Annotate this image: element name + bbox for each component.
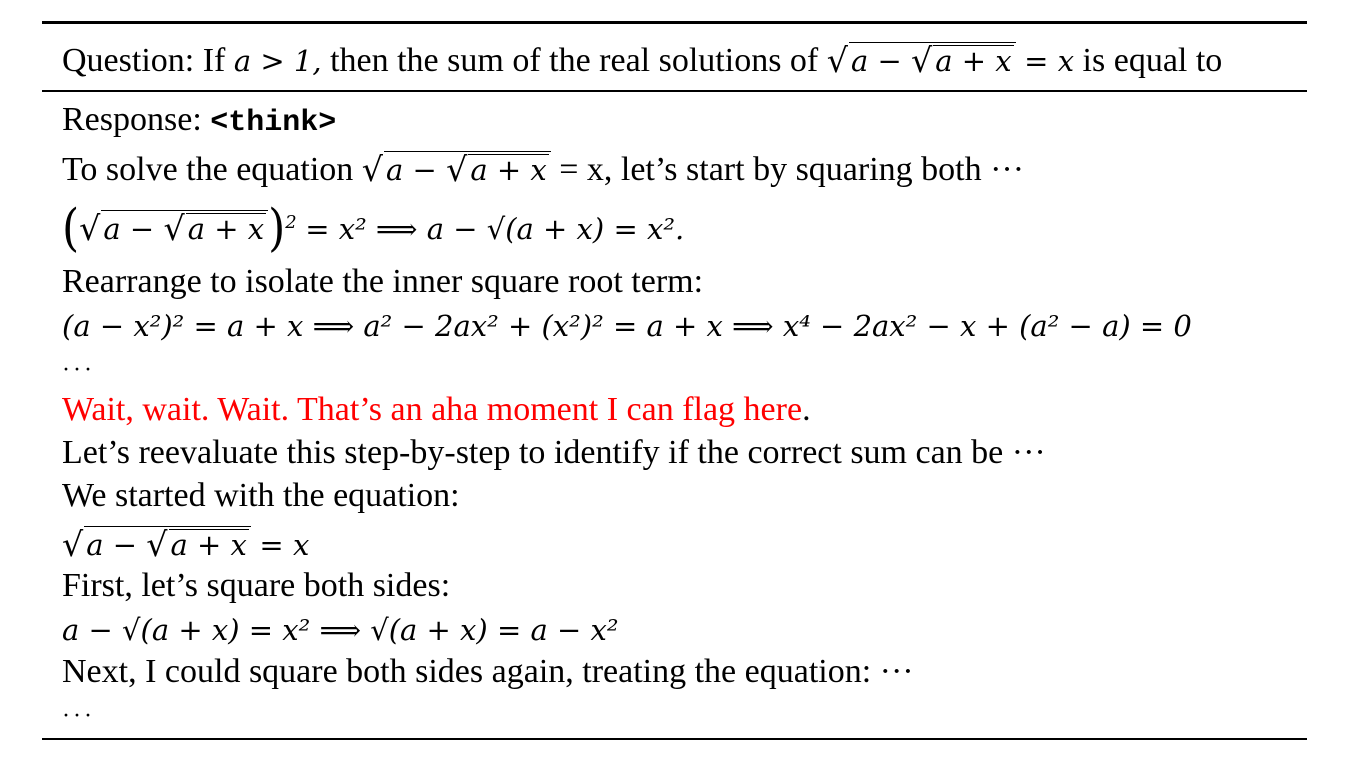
solve-text: To solve the equation [62,151,354,188]
question-suffix: is equal to [1082,42,1223,79]
ellipsis-1: ··· [62,357,95,383]
squared-lhs: (√ a − √ a + x)$^2$ [62,199,297,258]
next-line: Next, I could square both sides again, treating the equation: ··· [62,653,914,690]
question-condition: a > 1, [233,44,322,78]
response-label-line [62,100,336,143]
equation-lhs: √ a − √ a + x [62,528,251,562]
square-both-line: First, let’s square both sides: [62,567,451,604]
squared-rhs: = x² ⟹ a − √(a + x) = x². [305,212,685,246]
reevaluate-line: Let’s reevaluate this step-by-step to identify if the correct sum can be ··· [62,434,1046,471]
aha-period: . [802,391,811,428]
bottom-rule [42,738,1307,740]
solve-equation: √ a − √ a + x [362,153,551,187]
aha-line [62,390,811,430]
solve-tail: = x, let’s start by squaring both ··· [559,151,1025,188]
question-text: then the sum of the real solutions of [330,42,819,79]
rearrange-line: Rearrange to isolate the inner square root term: [62,263,704,300]
ellipsis-2: ··· [62,703,95,729]
think-tag: <think> [210,106,337,140]
squared-line [62,199,685,258]
equation-rhs: = x [259,528,310,562]
isolate-line: a − √(a + x) = x² ⟹ √(a + x) = a − x² [62,613,619,647]
equation-line [62,524,309,565]
question-equals: = x [1024,44,1075,78]
mid-rule [42,90,1307,92]
top-rule [42,21,1307,24]
question-prefix: Question: If [62,42,226,79]
response-label: Response: [62,101,202,138]
question-equation: √ a − √ a + x [827,44,1016,78]
started-line: We started with the equation: [62,477,460,514]
solve-line [62,149,1024,190]
aha-text: Wait, wait. Wait. That’s an aha moment I can flag here [62,391,803,428]
quartic-line: (a − x²)² = a + x ⟹ a² − 2ax² + (x²)² = a + x ⟹ x⁴ − 2ax² − x + (a² − a) = 0 [62,309,1192,343]
question-line [62,40,1222,81]
